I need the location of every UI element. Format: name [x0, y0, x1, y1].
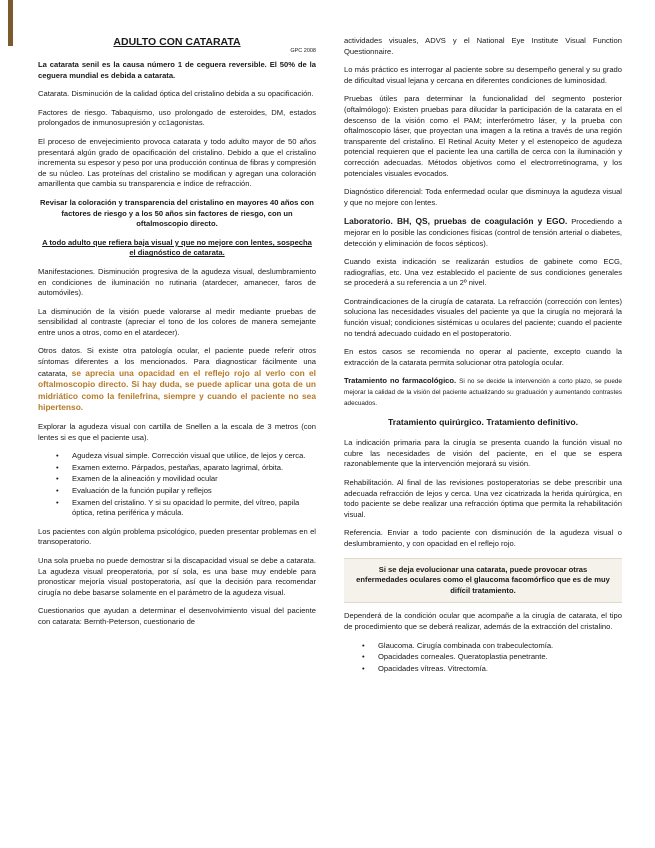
procedure-paragraph: Dependerá de la condición ocular que acompañe a la cirugía de catarata, el tipo de procedimiento que se deberá realizar, además de la extracción del cristalino.	[344, 611, 622, 631]
practical-paragraph: Lo más práctico es interrogar al paciente sobre su desempeño general y su grado de dificultad visual lejana y cercana en diferentes condiciones de luminosidad.	[344, 65, 622, 85]
aging-paragraph: El proceso de envejecimiento provoca catarata y todo adulto mayor de 50 años presentará algún grado de opacificación del cristalino. Debido a que el cristalino incrementa su espesor y peso por una producción continua de fibras y compresión de su núcleo. Las proteínas del cristalino se modifican y agregan una coloración amarillenta que cambia su transparencia e índice de refracción.	[38, 136, 316, 189]
other-data-paragraph	[38, 346, 316, 414]
laboratory-heading: Laboratorio. BH, QS, pruebas de coagulación y EGO.	[344, 216, 568, 227]
left-column	[38, 36, 316, 636]
list-item: • Opacidades vítreas. Vitrectomía.	[344, 664, 622, 675]
list-item: • Glaucoma. Cirugía combinada con trabeculectomía.	[344, 641, 622, 652]
document-title: ADULTO CON CATARATA	[113, 36, 241, 48]
questionnaires-paragraph: Cuestionarios que ayudan a determinar el desenvolvimiento visual del paciente con catarata: Bernth-Peterson, cuestionario de	[38, 606, 316, 626]
right-column	[344, 36, 622, 682]
rehabilitation-paragraph: Rehabilitación. Al final de las revisiones postoperatorias se debe prescribir una adecuada refracción de lejos y cerca. Una vez cicatrizada la herida quirúrgica, en todo paciente se debe realizar una refracción óptima que permita la rehabilitación visual.	[344, 478, 622, 519]
exam-list	[38, 451, 316, 519]
definition-paragraph: Catarata. Disminución de la calidad óptica del cristalino debida a su opacificación.	[38, 89, 314, 99]
laboratory-paragraph	[344, 216, 622, 249]
contrast-paragraph: La disminución de la visión puede valorarse al medir mediante pruebas de sensibilidad al contraste (apreciar el tono de los colores de manera semejante entre unos a otros, como en el atardecer).	[38, 306, 316, 337]
other-data-text: Otros datos. Si existe otra patología ocular, el paciente puede referir otros síntomas diferentes a los mencionados. Para diagnosticar fácilmente una catarata,	[38, 346, 316, 378]
non-pharma-text: Si no se decide la intervención a corto plazo, se puede mejorar la calidad de la visión del paciente actualizando su graduación y aumentando contrastes adecuados.	[344, 378, 622, 407]
surgery-indication-paragraph: La indicación primaria para la cirugía se presenta cuando la función visual no cubre las necesidades de visión del paciente, en el que se espera razonablemente que la intervención mejorará su visión.	[344, 438, 622, 469]
document-subtitle: GPC 2008	[290, 48, 316, 54]
differential-diagnosis-paragraph: Diagnóstico diferencial: Toda enfermedad ocular que disminuya la agudeza visual y que no mejore con lentes.	[344, 187, 622, 207]
imaging-paragraph: Cuando exista indicación se realizarán estudios de gabinete como ECG, radiografías, etc. Una vez establecido el paciente de sus condiciones generales se procederá a su referencia a un 2º nivel.	[344, 257, 622, 288]
non-pharma-heading: Tratamiento no farmacológico.	[344, 376, 457, 386]
single-test-paragraph: Una sola prueba no puede demostrar si la discapacidad visual se debe a catarata. La agudeza visual preoperatoria, por sí sola, es una base muy endeble para pronosticar mejoría visual postoperatoria, así que la decisión para recomendar cirugía no debe basarse solamente en el parámetro de la agudeza visual.	[38, 555, 316, 597]
surgical-treatment-heading: Tratamiento quirúrgico. Tratamiento definitivo.	[387, 417, 579, 428]
warning-box: Si se deja evolucionar una catarata, puede provocar otras enfermedades oculares como el glaucoma facomórfico que es de muy difícil tratamiento.	[344, 558, 622, 604]
psychological-paragraph: Los pacientes con algún problema psicológico, pueden presentar problemas en el transoperatorio.	[38, 526, 316, 547]
screening-paragraph: Revisar la coloración y transparencia del cristalino en mayores 40 años con factores de riesgo y a los 50 años sin factores de riesgo, con un oftalmoscopio directo.	[40, 197, 314, 229]
exception-paragraph: En estos casos se recomienda no operar al paciente, excepto cuando la extracción de la catarata permita solucionar otra patología ocular.	[344, 347, 622, 367]
list-item: • Examen del cristalino. Y si su opacidad lo permite, del vítreo, papila óptica, retina periférica y mácula.	[38, 498, 316, 519]
procedures-list	[344, 641, 622, 675]
list-item: • Examen de la alineación y movilidad ocular	[38, 474, 316, 485]
risk-factors-paragraph: Factores de riesgo. Tabaquismo, uso prolongado de esteroides, DM, estados prolongados de inmunosupresión y cc1agonistas.	[38, 107, 316, 128]
intro-paragraph: La catarata senil es la causa número 1 de ceguera reversible. El 50% de la ceguera mundial es debida a catarata.	[38, 60, 316, 80]
list-item: • Opacidades corneales. Queratoplastia penetrante.	[344, 652, 622, 663]
margin-accent-bar	[8, 0, 13, 46]
manifestations-paragraph: Manifestaciones. Disminución progresiva de la agudeza visual, deslumbramiento en condiciones de iluminación no rutinaria (atardecer, amanecer, faros de automóviles).	[38, 266, 316, 298]
red-reflex-highlight: se aprecia una opacidad en el reflejo rojo al verlo con el oftalmoscopio directo. Si hay duda, se puede aplicar una gota de un midriático como la fenilefrina, siempre y cuando el paciente no sea hipertenso.	[38, 367, 316, 413]
list-item: • Evaluación de la función pupilar y reflejos	[38, 486, 316, 497]
posterior-segment-paragraph: Pruebas útiles para determinar la funcionalidad del segmento posterior (oftalmólogo): Existen pruebas para dilucidar la participación de la catarata en el descenso de la visión como el PAM; interferómetro láser, y la prueba con oftalmoscopio láser, que proyectan una imagen a la retina a través de una región transparente del cristalino. El Retinal Acuity Meter y el estenopeico de agudeza potencial requieren que el paciente lea una cartilla de cerca con la iluminación y corrección adecuadas. Métodos objetivos como el electrorretinograma, y los potenciales visuales evocados.	[344, 94, 622, 178]
suspicion-paragraph: A todo adulto que refiera baja visual y que no mejore con lentes, sospecha el diagnóstico de catarata.	[42, 237, 312, 258]
list-item: • Examen externo. Párpados, pestañas, aparato lagrimal, órbita.	[38, 463, 316, 474]
referral-paragraph: Referencia. Enviar a todo paciente con disminución de la agudeza visual o deslumbramiento, y con opacidad en el reflejo rojo.	[344, 528, 622, 548]
list-item: • Agudeza visual simple. Corrección visual que utilice, de lejos y cerca.	[38, 451, 316, 462]
snellen-paragraph: Explorar la agudeza visual con cartilla de Snellen a la escala de 3 metros (con lentes si es que el paciente usa).	[38, 422, 316, 442]
questionnaires-cont-paragraph: actividades visuales, ADVS y el National Eye Institute Visual Function Questionnaire.	[344, 36, 622, 56]
laboratory-text: Procediendo a mejorar en lo posible las condiciones físicas (control de tensión arterial o diabetes, detección y eliminación de focos sépticos).	[344, 217, 622, 248]
non-pharma-paragraph	[344, 376, 622, 408]
contraindications-paragraph: Contraindicaciones de la cirugía de catarata. La refracción (corrección con lentes) soluciona las necesidades visuales del paciente ya que la cirugía no mejorará la función visual; condiciones sistémicas u oculares del paciente; cuando el paciente no tendrá adecuado cuidado en el postoperatorio.	[344, 296, 622, 338]
